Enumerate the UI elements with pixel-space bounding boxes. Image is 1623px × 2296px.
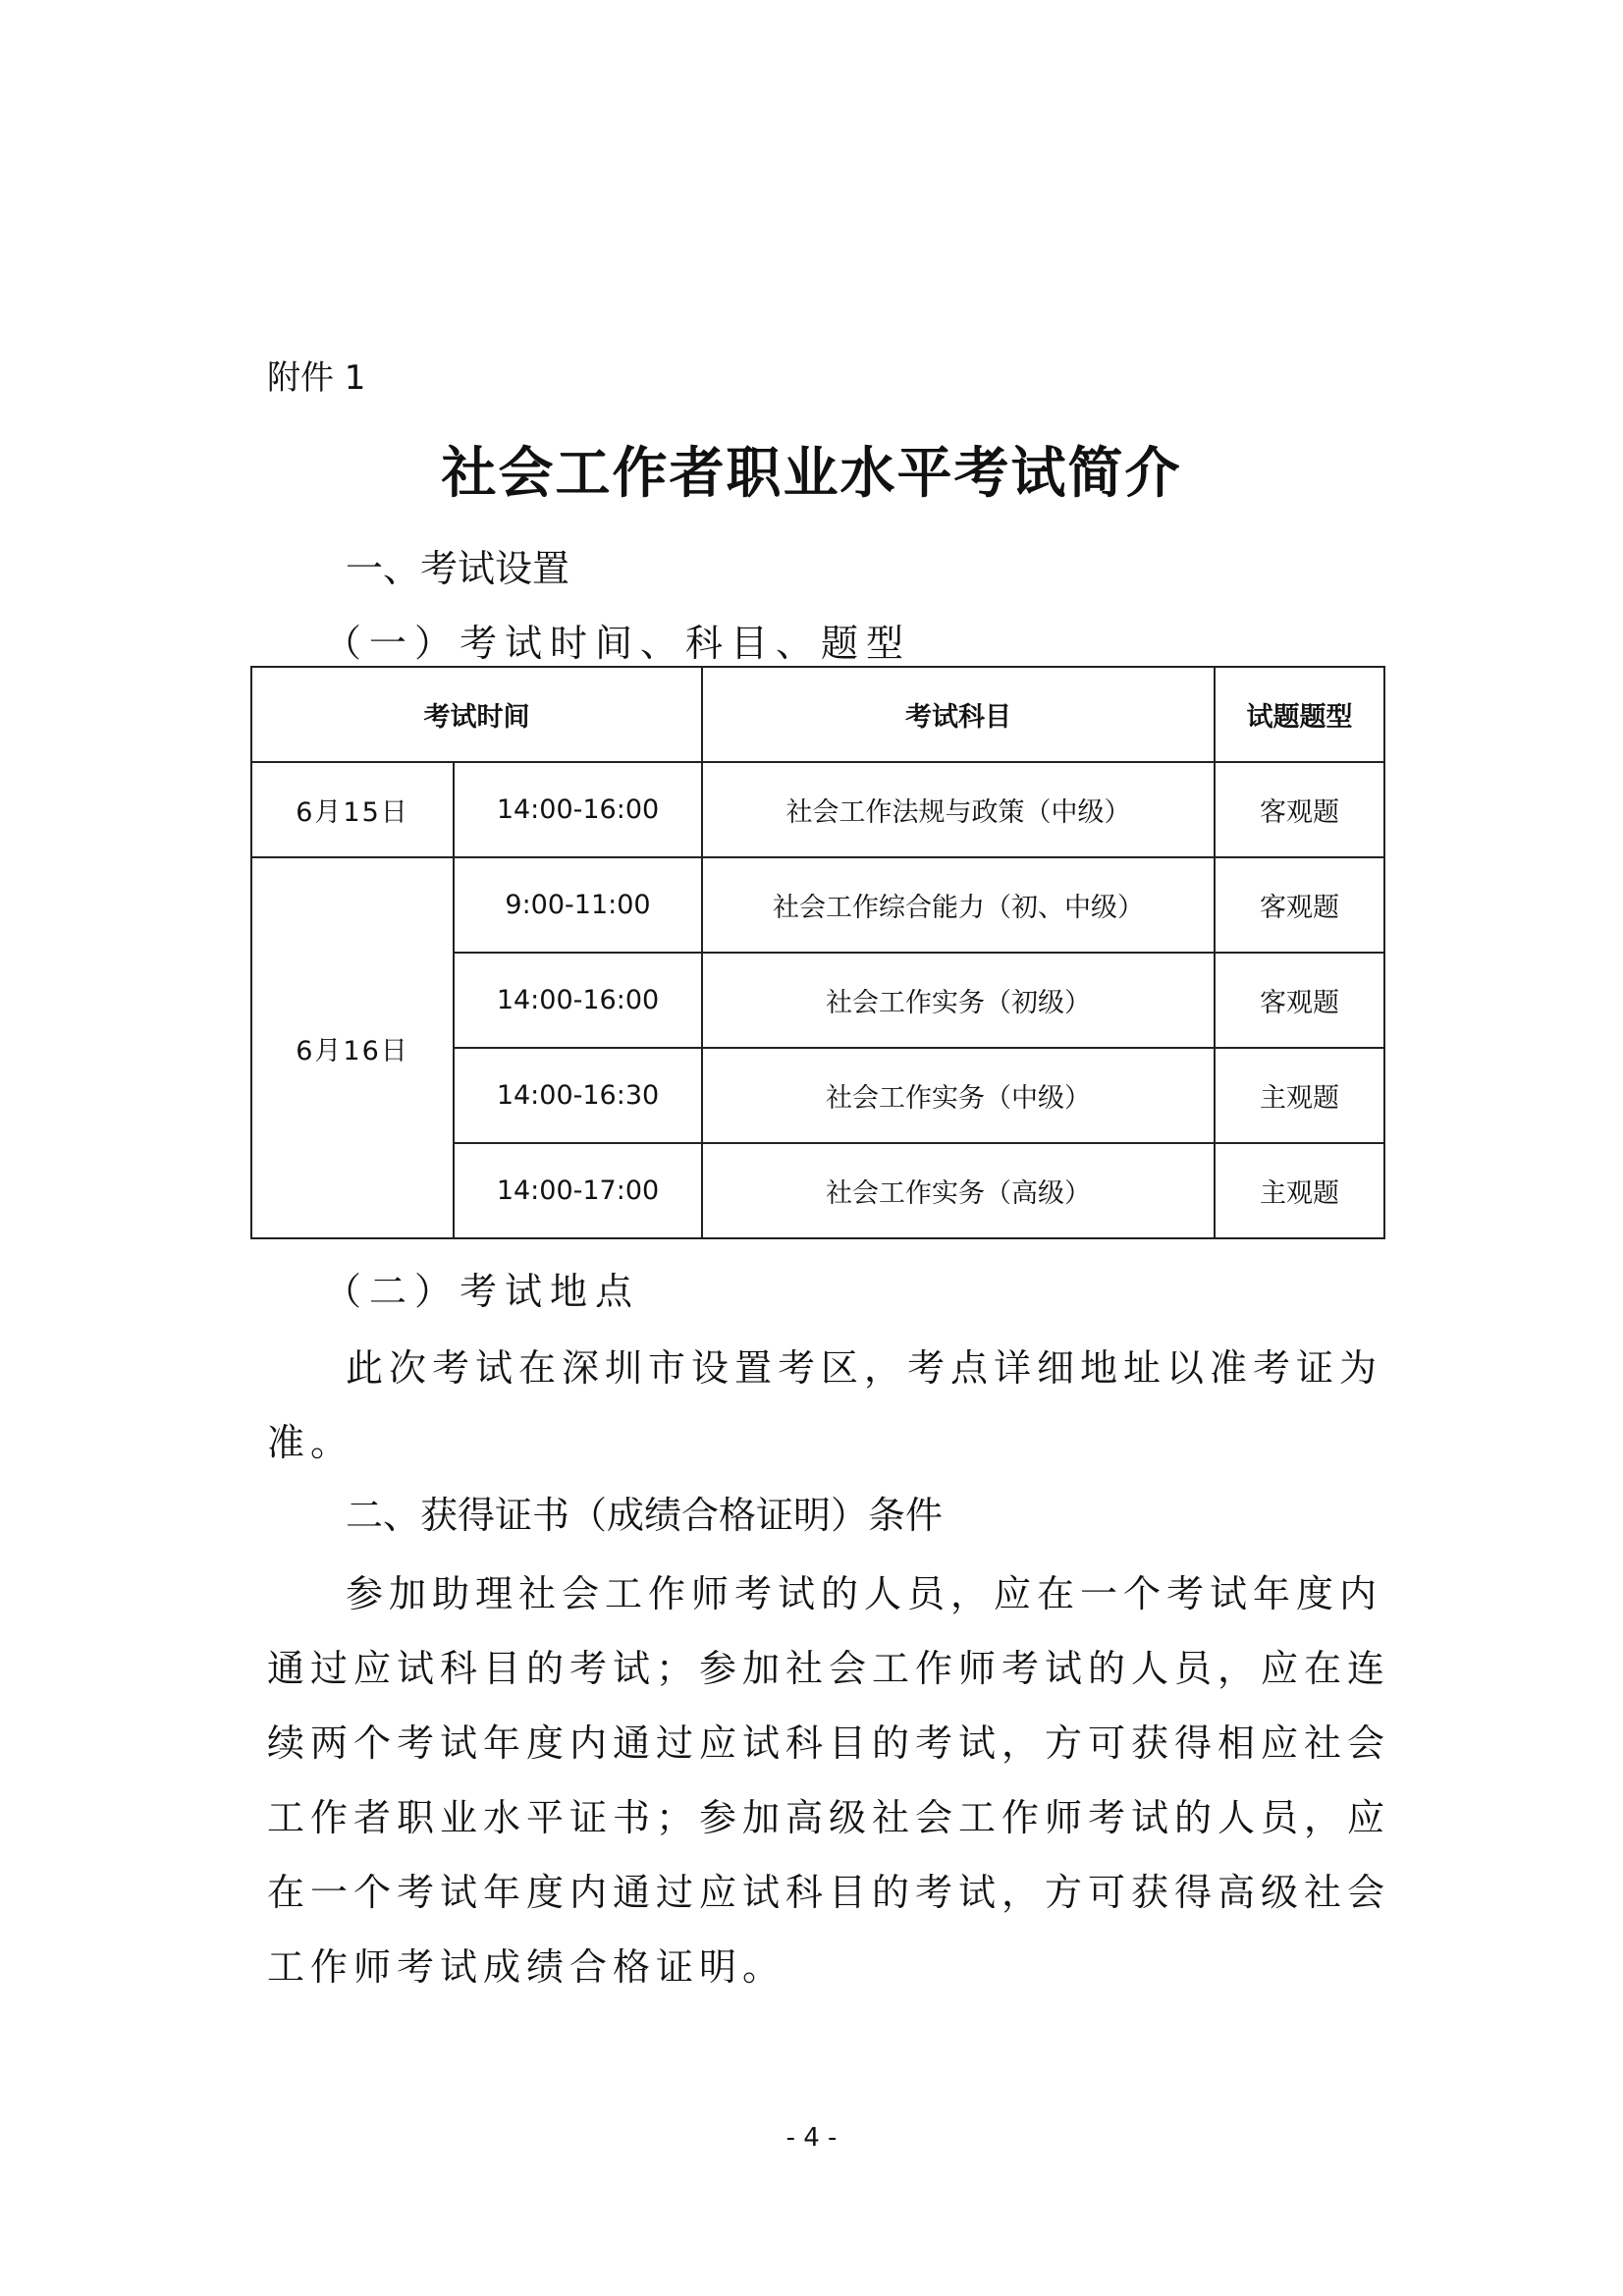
certificate-paragraph-line: 工作者职业水平证书；参加高级社会工作师考试的人员，应	[267, 1796, 1391, 1839]
subject-cell: 社会工作实务（中级）	[702, 1048, 1215, 1143]
section1-heading: 一、考试设置	[346, 547, 570, 590]
subject-cell: 社会工作法规与政策（中级）	[702, 762, 1215, 857]
date-cell: 6月16日	[251, 857, 454, 1238]
table-row	[251, 857, 1384, 953]
header-question-type: 试题题型	[1215, 667, 1384, 762]
exam-schedule-table	[250, 666, 1385, 1239]
table-row	[251, 762, 1384, 857]
header-exam-time: 考试时间	[251, 667, 702, 762]
certificate-paragraph-line: 在一个考试年度内通过应试科目的考试，方可获得高级社会	[267, 1871, 1391, 1914]
type-cell: 客观题	[1215, 953, 1384, 1048]
time-cell: 14:00-17:00	[454, 1143, 702, 1238]
certificate-paragraph-line: 续两个考试年度内通过应试科目的考试，方可获得相应社会	[267, 1722, 1391, 1765]
time-cell: 14:00-16:00	[454, 762, 702, 857]
header-exam-subject: 考试科目	[702, 667, 1215, 762]
attachment-label: 附件 1	[267, 358, 366, 398]
time-cell: 14:00-16:30	[454, 1048, 702, 1143]
table-header-row	[251, 667, 1384, 762]
section1-subheading-location: （二）考试地点	[324, 1270, 641, 1313]
subject-cell: 社会工作实务（高级）	[702, 1143, 1215, 1238]
certificate-paragraph-line: 通过应试科目的考试；参加社会工作师考试的人员，应在连	[267, 1647, 1391, 1690]
section1-subheading-schedule: （一）考试时间、科目、题型	[324, 622, 912, 665]
type-cell: 主观题	[1215, 1143, 1384, 1238]
date-cell: 6月15日	[251, 762, 454, 857]
type-cell: 主观题	[1215, 1048, 1384, 1143]
location-paragraph-line: 此次考试在深圳市设置考区，考点详细地址以准考证为	[346, 1346, 1383, 1390]
type-cell: 客观题	[1215, 762, 1384, 857]
certificate-paragraph-line: 工作师考试成绩合格证明。	[267, 1945, 786, 1989]
location-paragraph-line: 准。	[267, 1421, 354, 1464]
document-title: 社会工作者职业水平考试简介	[441, 441, 1182, 506]
time-cell: 14:00-16:00	[454, 953, 702, 1048]
page-number: - 4 -	[785, 2123, 838, 2153]
subject-cell: 社会工作实务（初级）	[702, 953, 1215, 1048]
certificate-paragraph-line: 参加助理社会工作师考试的人员，应在一个考试年度内	[346, 1572, 1383, 1615]
subject-cell: 社会工作综合能力（初、中级）	[702, 857, 1215, 953]
type-cell: 客观题	[1215, 857, 1384, 953]
time-cell: 9:00-11:00	[454, 857, 702, 953]
section2-heading: 二、获得证书（成绩合格证明）条件	[346, 1494, 944, 1537]
